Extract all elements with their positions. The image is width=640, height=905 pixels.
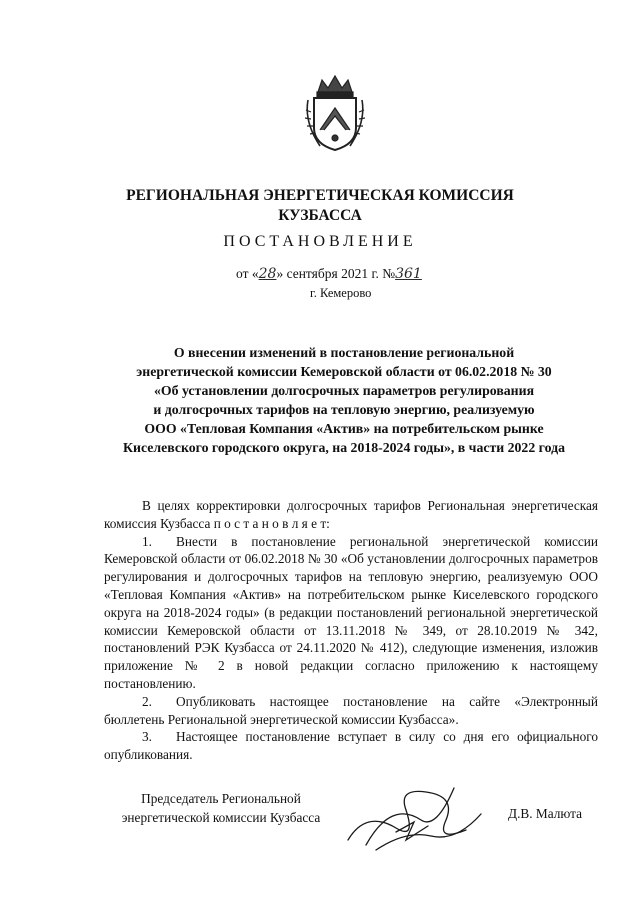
item-2-text: Опубликовать настоящее постановление на сайте «Электронный бюллетень Региональной энергетической комиссии Кузбасса». <box>104 693 598 727</box>
item-1-text: Внести в постановление региональной энергетической комиссии Кемеровской области от 06.02.2018 № 30 «Об установлении долгосрочных параметров регулирования и долгосрочных тарифов на тепловую энергию, реализуемую ООО «Тепловая Компания «Актив» на потребительском рынке Киселевского городского округа на 2018-2024 годы» (в редакции постановлений региональной энергетической комиссии Кемеровской области от 13.11.2018 № 349, от 28.10.2019 № 342, постановлений РЭК Кузбасса от 24.11.2020 № 412), следующие изменения, изложив приложение № 2 в новой редакции согласно приложению к настоящему постановлению. <box>104 533 598 691</box>
item-3 <box>104 728 598 764</box>
item-2-number: 2. <box>142 693 152 709</box>
city: г. Кемерово <box>310 286 372 300</box>
coat-of-arms-emblem <box>300 70 370 154</box>
signatory-position <box>106 789 336 827</box>
document-number-handwritten: 361 <box>395 266 422 282</box>
subject-line: ООО «Тепловая Компания «Актив» на потребительском рынке <box>144 421 544 436</box>
subject-line: и долгосрочных тарифов на тепловую энергию, реализуемую <box>153 402 535 417</box>
date-prefix: от « <box>236 266 259 281</box>
document-body <box>104 497 598 764</box>
subject-line: Киселевского городского округа, на 2018-2024 годы», в части 2022 года <box>123 440 565 455</box>
item-1-number: 1. <box>142 533 152 549</box>
date-line <box>236 266 422 282</box>
document-subject <box>88 343 600 457</box>
date-day-handwritten: 28 <box>258 266 277 282</box>
signatory-position-line1: Председатель Региональной <box>141 791 301 806</box>
signatory-position-line2: энергетической комиссии Кузбасса <box>121 810 321 825</box>
organization-name-line1: РЕГИОНАЛЬНАЯ ЭНЕРГЕТИЧЕСКАЯ КОМИССИЯ <box>126 187 514 204</box>
item-3-text: Настоящее постановление вступает в силу со дня его официального опубликования. <box>104 729 598 763</box>
date-middle: » сентября 2021 г. № <box>276 266 396 281</box>
signatory-name: Д.В. Малюта <box>508 806 583 821</box>
item-2 <box>104 693 598 729</box>
organization-name-line2: КУЗБАССА <box>278 207 362 224</box>
subject-line: энергетической комиссии Кемеровской области от 06.02.2018 № 30 <box>136 364 552 379</box>
organization-name <box>100 186 540 226</box>
intro-paragraph: В целях корректировки долгосрочных тарифов Региональная энергетическая комиссия Кузбасса п о с т а н о в л я е т: <box>104 498 598 531</box>
item-1 <box>104 533 598 693</box>
document-type: ПОСТАНОВЛЕНИЕ <box>223 233 417 250</box>
handwritten-signature <box>336 770 496 860</box>
subject-line: «Об установлении долгосрочных параметров регулирования <box>153 383 535 398</box>
subject-line: О внесении изменений в постановление региональной <box>173 345 515 360</box>
item-3-number: 3. <box>142 729 152 745</box>
